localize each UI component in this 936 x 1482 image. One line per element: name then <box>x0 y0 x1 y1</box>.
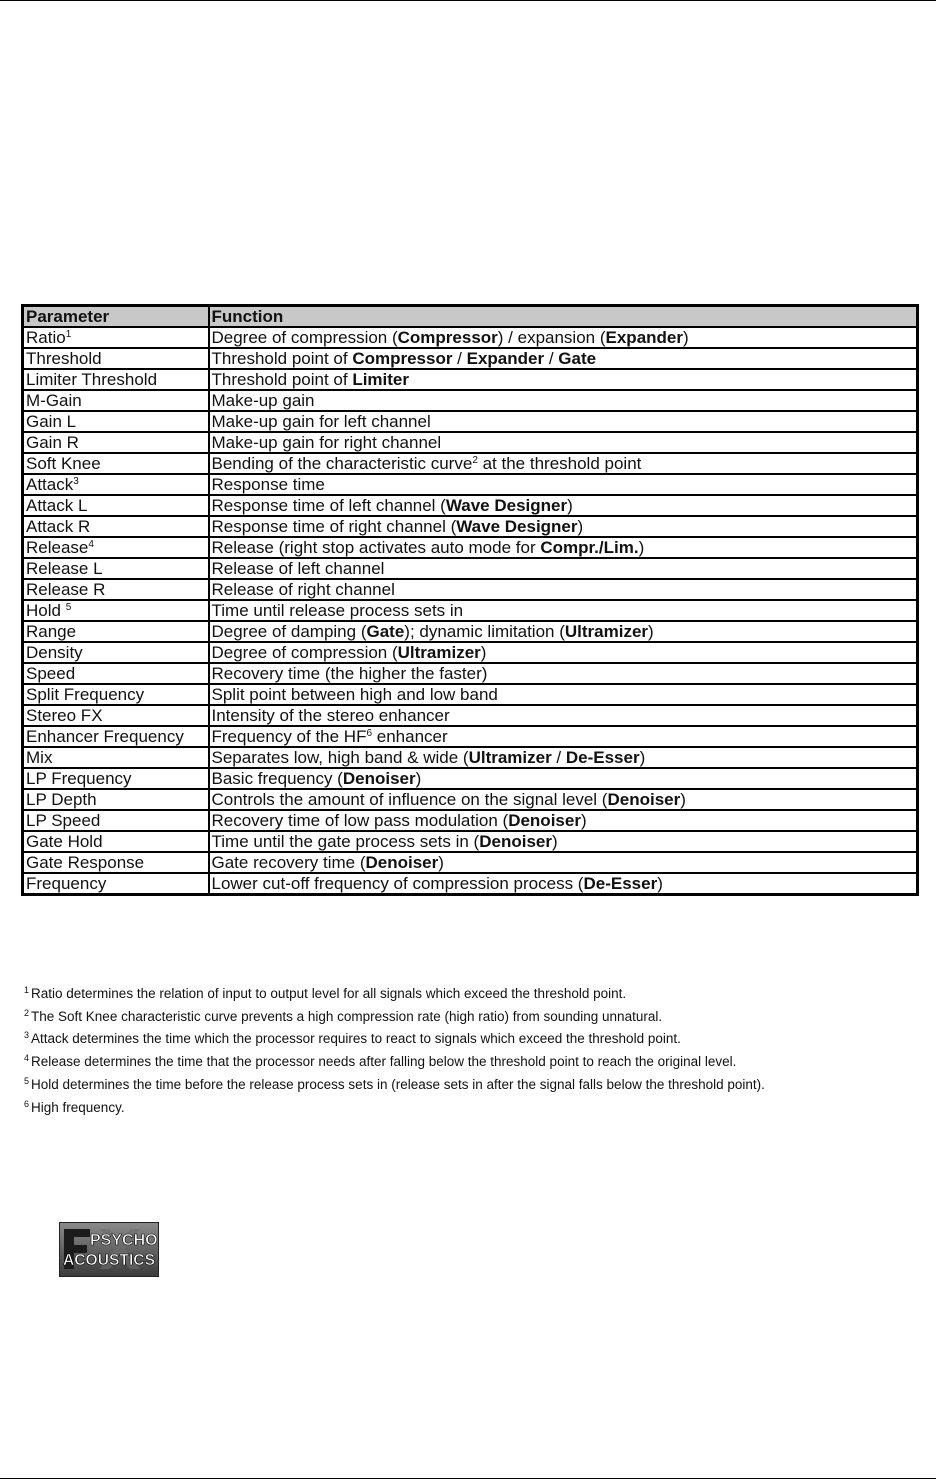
function-cell <box>209 390 918 411</box>
function-text: Intensity of the stereo enhancer <box>211 706 450 725</box>
function-text: Separates low, high band & wide ( <box>211 748 469 767</box>
function-text: ) <box>648 622 654 641</box>
function-keyword: Ultramizer <box>564 622 649 641</box>
parameter-cell <box>23 369 209 390</box>
table-row <box>23 621 918 642</box>
function-cell <box>209 348 918 369</box>
parameter-cell <box>23 558 209 579</box>
psycho-acoustics-fx-logo <box>59 1222 159 1277</box>
function-cell <box>209 705 918 726</box>
parameter-name: Release L <box>26 559 103 578</box>
table-row <box>23 474 918 495</box>
footnote-ref: 4 <box>88 539 94 550</box>
function-cell <box>209 663 918 684</box>
function-text: ) <box>638 538 645 557</box>
parameter-cell <box>23 579 209 600</box>
parameter-cell <box>23 474 209 495</box>
parameter-name: Speed <box>26 664 76 683</box>
table-row <box>23 369 918 390</box>
parameter-name: Hold <box>26 601 66 620</box>
parameter-name: LP Frequency <box>26 769 132 788</box>
parameter-cell <box>23 390 209 411</box>
table-row <box>23 873 918 895</box>
header-parameter: Parameter <box>23 306 209 328</box>
function-text: ) <box>551 832 558 851</box>
parameter-cell <box>23 621 209 642</box>
function-cell <box>209 726 918 747</box>
function-text: Degree of compression ( <box>211 643 398 662</box>
function-keyword: Compr./Lim. <box>540 538 639 557</box>
footnote-number: 6 <box>24 1098 30 1109</box>
footnote-text: The Soft Knee characteristic curve prevents a high compression rate (high ratio) from sounding unnatural. <box>31 1008 663 1024</box>
logo-line1: PSYCHO <box>90 1232 158 1249</box>
function-text: Response time <box>211 475 325 494</box>
parameter-name: Gain R <box>26 433 79 452</box>
function-keyword: Expander <box>466 349 545 368</box>
function-text: Degree of damping ( <box>211 622 367 641</box>
table-row <box>23 495 918 516</box>
table-row <box>23 348 918 369</box>
function-cell <box>209 852 918 873</box>
function-text: Recovery time of low pass modulation ( <box>211 811 509 830</box>
fx-logo-graphic <box>60 1223 158 1276</box>
parameter-name: Attack <box>26 475 74 494</box>
table-header-row <box>23 306 918 328</box>
function-keyword: Denoiser <box>607 790 681 809</box>
function-cell <box>209 747 918 768</box>
function-text: Response time of left channel ( <box>211 496 446 515</box>
function-cell <box>209 474 918 495</box>
parameter-cell <box>23 411 209 432</box>
footnote-ref: 2 <box>472 455 478 466</box>
function-text: ) <box>415 769 422 788</box>
table-row <box>23 600 918 621</box>
function-cell <box>209 558 918 579</box>
function-text: Lower cut-off frequency of compression process ( <box>211 874 584 893</box>
table-row <box>23 432 918 453</box>
function-keyword: Compressor <box>352 349 453 368</box>
footnote-number: 2 <box>24 1007 30 1018</box>
parameter-cell <box>23 768 209 789</box>
footnote-number: 3 <box>24 1030 30 1041</box>
table-row <box>23 768 918 789</box>
function-keyword: Expander <box>605 328 683 347</box>
parameter-name: Density <box>26 643 83 662</box>
parameter-name: Mix <box>26 748 53 767</box>
function-text: Threshold point of <box>211 349 353 368</box>
function-keyword: Limiter <box>352 370 409 389</box>
parameter-name: Enhancer Frequency <box>26 727 184 746</box>
function-cell <box>209 621 918 642</box>
table-row <box>23 789 918 810</box>
function-text: Make-up gain for right channel <box>211 433 442 452</box>
parameter-cell <box>23 600 209 621</box>
parameter-cell <box>23 810 209 831</box>
parameter-name: Frequency <box>26 874 107 893</box>
parameter-name: LP Depth <box>26 790 97 809</box>
function-cell <box>209 579 918 600</box>
footnote-text: High frequency. <box>31 1099 125 1115</box>
function-cell <box>209 684 918 705</box>
function-text: Threshold point of <box>211 370 353 389</box>
function-cell <box>209 327 918 348</box>
table-row <box>23 537 918 558</box>
parameter-name: Gate Hold <box>26 832 103 851</box>
parameter-cell <box>23 747 209 768</box>
parameter-cell <box>23 516 209 537</box>
parameter-name: LP Speed <box>26 811 101 830</box>
function-text: Make-up gain <box>211 391 315 410</box>
function-text: Bending of the characteristic curve <box>211 454 473 473</box>
table-row <box>23 642 918 663</box>
function-cell <box>209 369 918 390</box>
function-text: / <box>544 349 559 368</box>
table-row <box>23 684 918 705</box>
table-row <box>23 390 918 411</box>
function-cell <box>209 789 918 810</box>
parameter-cell <box>23 852 209 873</box>
table-row <box>23 579 918 600</box>
parameter-cell <box>23 705 209 726</box>
function-text: ) <box>577 517 584 536</box>
parameter-cell <box>23 642 209 663</box>
table-row <box>23 453 918 474</box>
bottom-rule <box>0 1478 936 1479</box>
parameter-name: Release <box>26 538 89 557</box>
footnote <box>24 1028 924 1051</box>
function-keyword: Denoiser <box>508 811 581 830</box>
table-row <box>23 411 918 432</box>
function-cell <box>209 831 918 852</box>
function-text: Frequency of the HF <box>211 727 367 746</box>
function-keyword: Ultramizer <box>397 643 481 662</box>
function-text: ) <box>480 643 487 662</box>
function-text: Response time of right channel ( <box>211 517 457 536</box>
function-text: Controls the amount of influence on the signal level ( <box>211 790 608 809</box>
top-rule <box>0 0 936 1</box>
parameter-cell <box>23 453 209 474</box>
function-text: ) <box>657 874 663 893</box>
footnote-text: Hold determines the time before the release process sets in (release sets in after the signal falls below the threshold point). <box>31 1076 765 1092</box>
parameter-cell <box>23 663 209 684</box>
parameter-cell <box>23 348 209 369</box>
table-body <box>23 327 918 895</box>
parameter-name: Gain L <box>26 412 77 431</box>
parameter-name: Release R <box>26 580 106 599</box>
function-cell <box>209 453 918 474</box>
function-keyword: De-Esser <box>565 748 640 767</box>
footnotes <box>24 983 924 1119</box>
function-text: Split point between high and low band <box>211 685 498 704</box>
parameter-cell <box>23 726 209 747</box>
function-text: Release (right stop activates auto mode for <box>211 538 541 557</box>
footnote <box>24 1097 924 1120</box>
function-cell <box>209 873 918 895</box>
footnote <box>24 1051 924 1074</box>
parameter-cell <box>23 432 209 453</box>
function-cell <box>209 432 918 453</box>
table-row <box>23 327 918 348</box>
table-row <box>23 663 918 684</box>
table-row <box>23 852 918 873</box>
function-keyword: Gate <box>558 349 597 368</box>
function-text: Time until release process sets in <box>211 601 464 620</box>
parameter-cell <box>23 537 209 558</box>
function-text: ); dynamic limitation ( <box>404 622 565 641</box>
parameter-name: Ratio <box>26 328 66 347</box>
function-keyword: Denoiser <box>342 769 416 788</box>
table-row <box>23 558 918 579</box>
parameter-cell <box>23 789 209 810</box>
function-keyword: Denoiser <box>365 853 439 872</box>
parameter-name: Stereo FX <box>26 706 103 725</box>
function-text: at the threshold point <box>477 454 642 473</box>
table-row <box>23 810 918 831</box>
parameter-cell <box>23 327 209 348</box>
function-text: Release of left channel <box>211 559 385 578</box>
parameter-name: Gate Response <box>26 853 145 872</box>
header-function: Function <box>209 306 918 328</box>
function-text: ) <box>567 496 573 515</box>
table-row <box>23 747 918 768</box>
parameter-name: Attack R <box>26 517 91 536</box>
function-cell <box>209 600 918 621</box>
footnote-text: Attack determines the time which the processor requires to react to signals which exceed the threshold point. <box>31 1031 681 1047</box>
table-row <box>23 516 918 537</box>
footnote-text: Release determines the time that the processor needs after falling below the threshold point to reach the original level. <box>31 1054 737 1070</box>
footnote-ref: 6 <box>366 728 373 739</box>
function-cell <box>209 810 918 831</box>
function-text: Make-up gain for left channel <box>211 412 431 431</box>
parameter-name: Range <box>26 622 77 641</box>
footnote-text: Ratio determines the relation of input to output level for all signals which exceed the threshold point. <box>31 986 627 1001</box>
function-keyword: Denoiser <box>479 832 552 851</box>
function-cell <box>209 495 918 516</box>
parameter-name: Soft Knee <box>26 454 101 473</box>
parameter-cell <box>23 831 209 852</box>
function-text: ) / expansion ( <box>497 328 606 347</box>
function-text: Degree of compression ( <box>211 328 398 347</box>
footnote-number: 5 <box>24 1075 30 1086</box>
function-text: ) <box>580 811 587 830</box>
function-keyword: Ultramizer <box>468 748 552 767</box>
function-text: Time until the gate process sets in ( <box>211 832 480 851</box>
function-text: ) <box>639 748 646 767</box>
footnote <box>24 1074 924 1097</box>
function-cell <box>209 516 918 537</box>
function-keyword: Wave Designer <box>445 496 568 515</box>
function-text: Recovery time (the higher the faster) <box>211 664 488 683</box>
footnote-number: 4 <box>24 1053 30 1064</box>
function-text: Basic frequency ( <box>211 769 343 788</box>
parameter-cell <box>23 495 209 516</box>
parameter-table <box>21 304 919 896</box>
function-cell <box>209 411 918 432</box>
function-text: Release of right channel <box>211 580 395 599</box>
parameter-name: Attack L <box>26 496 88 515</box>
function-keyword: De-Esser <box>583 874 658 893</box>
table-row <box>23 726 918 747</box>
function-cell <box>209 537 918 558</box>
table-row <box>23 831 918 852</box>
footnote-ref: 5 <box>65 602 72 613</box>
function-keyword: Compressor <box>397 328 498 347</box>
parameter-name: M-Gain <box>26 391 82 410</box>
footnote-ref: 3 <box>73 476 79 487</box>
parameter-name: Split Frequency <box>26 685 145 704</box>
footnote <box>24 1006 924 1029</box>
table-row <box>23 705 918 726</box>
function-text: enhancer <box>372 727 448 746</box>
footnote-ref: 1 <box>65 329 72 340</box>
function-text: ) <box>438 853 444 872</box>
footnote <box>24 983 924 1006</box>
parameter-name: Threshold <box>26 349 102 368</box>
function-text: / <box>551 748 566 767</box>
function-text: Gate recovery time ( <box>211 853 366 872</box>
function-keyword: Wave Designer <box>456 517 578 536</box>
logo-line2: ACOUSTICS <box>63 1252 156 1269</box>
function-text: / <box>452 349 467 368</box>
footnote-number: 1 <box>24 985 30 995</box>
parameter-cell <box>23 684 209 705</box>
function-keyword: Gate <box>366 622 405 641</box>
function-cell <box>209 768 918 789</box>
parameter-name: Limiter Threshold <box>26 370 158 389</box>
parameter-cell <box>23 873 209 895</box>
function-cell <box>209 642 918 663</box>
function-text: ) <box>680 790 686 809</box>
function-text: ) <box>683 328 689 347</box>
